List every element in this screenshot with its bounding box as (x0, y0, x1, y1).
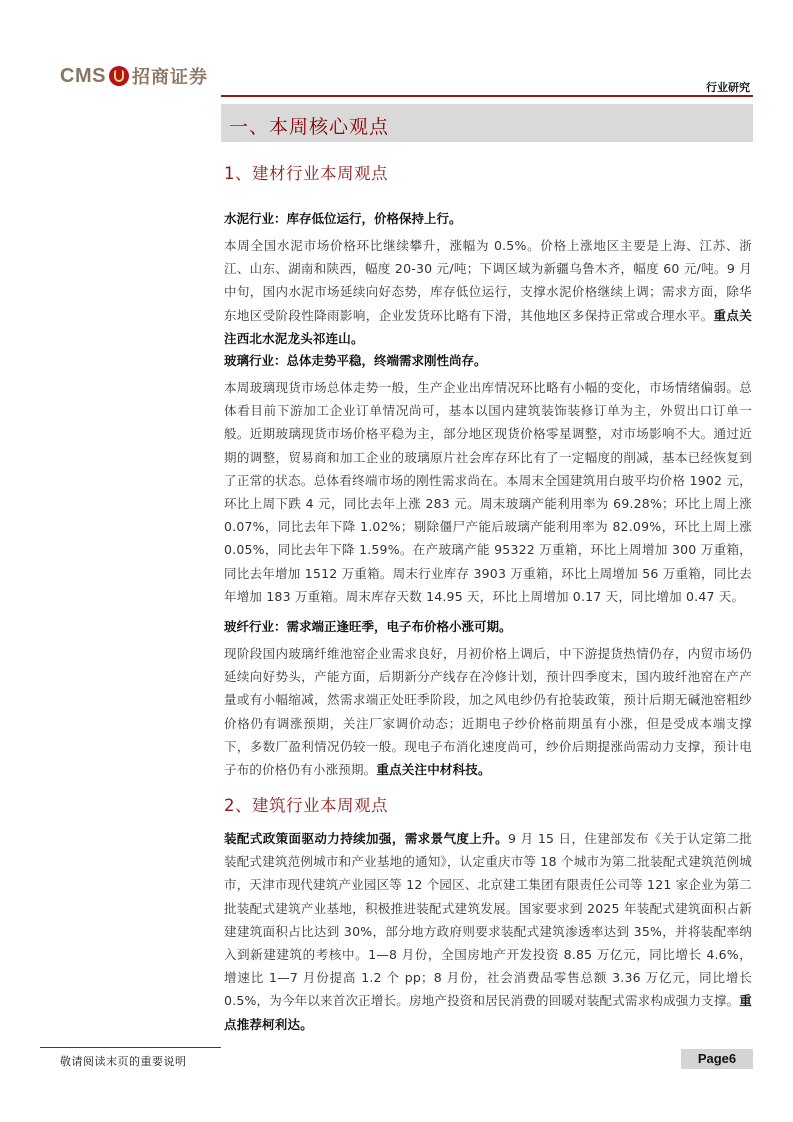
cement-body: 本周全国水泥市场价格环比继续攀升，涨幅为 0.5%。价格上涨地区主要是上海、江苏、浙江、山东、湖南和陕西，幅度 20-30 元/吨；下调区域为新疆乌鲁木齐，幅度 60 元/吨。9 月中旬，国内水泥市场延续向好态势，库存低位运行，支撑水泥价格继续上调；需求方面，除华东地区受阶段性降雨影响，企业发货环比略有下滑，其他地区多保持正常或合理水平。 (224, 238, 752, 323)
fiber-paragraph (224, 642, 752, 781)
cement-paragraph (224, 234, 752, 350)
fiber-heading: 玻纤行业：需求端正逢旺季，电子布价格小涨可期。 (224, 619, 512, 634)
section-title-bar (221, 104, 753, 142)
disclaimer-note: 敬请阅读末页的重要说明 (60, 1055, 187, 1068)
cement-emphasis: 重点关注西北水泥龙头祁连山。 (224, 307, 752, 346)
section-title: 一、本周核心观点 (229, 116, 390, 138)
header-divider (221, 95, 753, 97)
logo-emblem-icon (109, 66, 129, 86)
page-number-badge: Page6 (681, 1049, 753, 1069)
cement-heading: 水泥行业：库存低位运行，价格保持上行。 (224, 211, 462, 226)
fiber-body: 现阶段国内玻璃纤维池窑企业需求良好，月初价格上调后，中下游提货热情仍存，内贸市场仍延续向好势头，产能方面，后期新分产线存在冷修计划，预计四季度末，国内玻纤池窑在产产量或有小幅缩减，然需求端正处旺季阶段，加之风电纱仍有抢装政策，预计后期无碱池窑粗纱价格仍有调涨预期，关注厂家调价动态；近期电子纱价格前期虽有小涨，但是受成本端支撑下，多数厂盈利情况仍较一般。现电子布消化速度尚可，纱价后期提涨尚需动力支撑，预计电子布的价格仍有小涨预期。 (224, 646, 752, 778)
prefab-heading: 装配式政策面驱动力持续加强，需求景气度上升。 (224, 831, 509, 846)
report-category-label: 行业研究 (706, 81, 750, 94)
subsection-title-materials: 1、建材行业本周观点 (224, 164, 388, 183)
glass-paragraph (224, 376, 752, 608)
footer-divider (40, 1047, 221, 1048)
fiber-emphasis: 重点关注中材科技。 (376, 762, 491, 778)
glass-heading: 玻璃行业：总体走势平稳，终端需求刚性尚存。 (224, 353, 487, 368)
logo-chinese-text: 招商证券 (131, 67, 208, 88)
prefab-emphasis: 重点推荐柯利达。 (224, 993, 752, 1032)
prefab-body: 9 月 15 日，住建部发布《关于认定第二批装配式建筑范例城市和产业基地的通知》，认定重庆市等 18 个城市为第二批装配式建筑范例城市，天津市现代建筑产业园区等 12 个园区、北京建工集团有限责任公司等 121 家企业为第二批装配式建筑产业基地，积极推进装配式建筑发展。国家要求到 2025 年装配式建筑面积占新建建筑面积占比达到 30%，部分地方政府则要求装配式建筑渗透率达到 35%，并将装配率纳入到新建建筑的考核中。1—8 月份，全国房地产开发投资 8.85 万亿元，同比增长 4.6%， 增速比 1—7 月份提高 1.2 个 pp；8 月份，社会消费品零售总额 3.36 万亿元，同比增长 0.5%，为今年以来首次正增长。房地产投资和居民消费的回暖对装配式需求构成强力支撑。 (224, 831, 752, 1009)
glass-body: 本周玻璃现货市场总体走势一般，生产企业出库情况环比略有小幅的变化，市场情绪偏弱。总体看目前下游加工企业订单情况尚可，基本以国内建筑装饰装修订单为主，外贸出口订单一般。近期玻璃现货市场价格平稳为主，部分地区现货价格零星调整，对市场影响不大。通过近期的调整，贸易商和加工企业的玻璃原片社会库存环比有了一定幅度的削减，基本已经恢复到了正常的状态。总体看终端市场的刚性需求尚在。本周末全国建筑用白玻平均价格 1902 元，环比上周下跌 4 元，同比去年上涨 283 元。周末玻璃产能利用率为 69.28%；环比上周上涨 0.07%，同比去年下降 1.02%；剔除僵尸产能后玻璃产能利用率为 82.09%，环比上周上涨 0.05%，同比去年下降 1.59%。在产玻璃产能 95322 万重箱，环比上周增加 300 万重箱，同比去年增加 1512 万重箱。周末行业库存 3903 万重箱，环比上周增加 56 万重箱，同比去年增加 183 万重箱。周末库存天数 14.95 天，环比上周增加 0.17 天，同比增加 0.47 天。 (224, 380, 752, 604)
cms-logo (60, 63, 208, 89)
logo-cms-text: CMS (60, 64, 106, 87)
prefab-paragraph (224, 827, 752, 1036)
subsection-title-construction: 2、建筑行业本周观点 (224, 796, 388, 815)
